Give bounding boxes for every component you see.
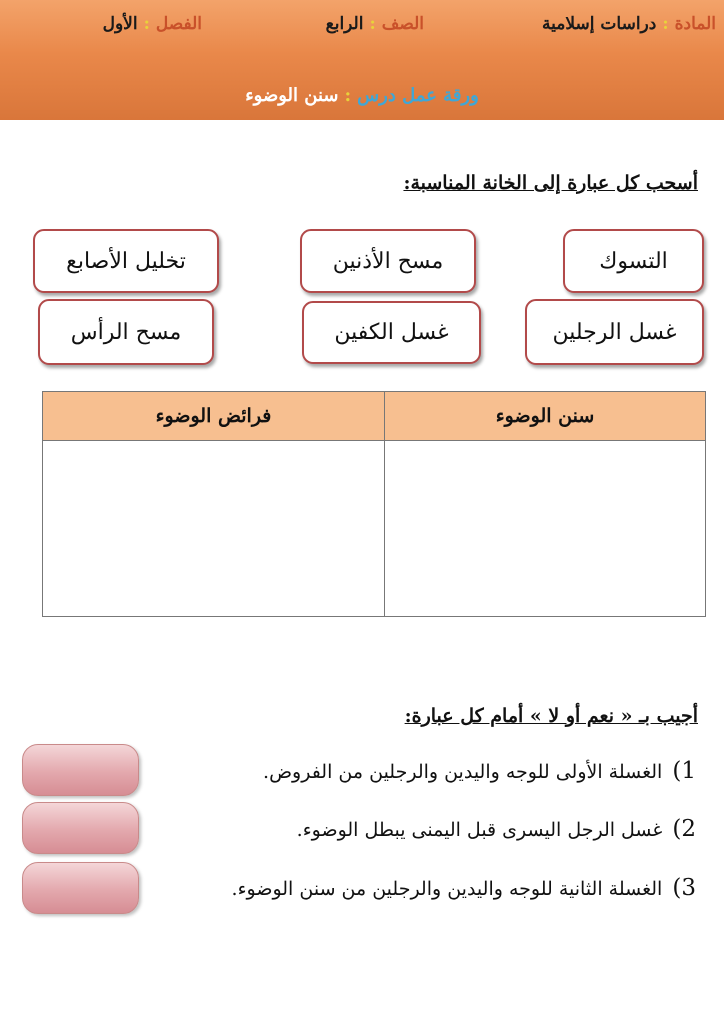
question-2 xyxy=(297,816,696,842)
subject-label: المادة xyxy=(674,14,716,34)
drag-card-ghasl-kaffayn[interactable]: غسل الكفين xyxy=(302,301,481,364)
drag-instruction: أسحب كل عبارة إلى الخانة المناسبة: xyxy=(403,172,698,194)
subject-colon: : xyxy=(662,14,669,34)
answer-box-3[interactable] xyxy=(22,862,139,914)
grade-colon: : xyxy=(369,14,376,34)
sunan-drop-zone[interactable] xyxy=(385,441,706,617)
answer-box-1[interactable] xyxy=(22,744,139,796)
question-3 xyxy=(232,875,696,901)
term-colon: : xyxy=(143,14,150,34)
drag-card-mash-ras[interactable]: مسح الرأس xyxy=(38,299,214,365)
term-label: الفصل xyxy=(155,14,202,34)
drag-card-takhleel-asabi[interactable]: تخليل الأصابع xyxy=(33,229,219,293)
question-1 xyxy=(263,758,696,784)
worksheet-label: ورقة عمل درس xyxy=(357,85,479,106)
faraid-drop-zone[interactable] xyxy=(43,441,385,617)
subject-field xyxy=(542,14,716,34)
grade-label: الصف xyxy=(381,14,424,34)
drag-card-mash-udhunayn[interactable]: مسح الأذنين xyxy=(300,229,476,293)
subject-value: دراسات إسلامية xyxy=(542,14,657,34)
question-3-text: الغسلة الثانية للوجه واليدين والرجلين من سنن الوضوء. xyxy=(231,878,663,900)
term-field xyxy=(103,14,202,34)
grade-value: الرابع xyxy=(325,14,364,34)
worksheet-colon: : xyxy=(344,85,352,106)
sort-table xyxy=(42,391,706,617)
worksheet-title xyxy=(0,85,724,106)
grade-field xyxy=(326,14,424,34)
drag-card-tasawwuk[interactable]: التسوك xyxy=(563,229,704,293)
drag-card-ghasl-rijlayn[interactable]: غسل الرجلين xyxy=(525,299,704,365)
sort-table-header xyxy=(43,392,706,441)
question-1-text: الغسلة الأولى للوجه واليدين والرجلين من الفروض. xyxy=(263,761,663,783)
question-1-number: 1) xyxy=(672,758,696,784)
question-2-text: غسل الرجل اليسرى قبل اليمنى يبطل الوضوء. xyxy=(296,819,663,841)
question-2-number: 2) xyxy=(672,816,696,842)
sunan-column-header: سنن الوضوء xyxy=(385,392,706,441)
answer-box-2[interactable] xyxy=(22,802,139,854)
term-value: الأول xyxy=(102,14,138,34)
faraid-column-header: فرائض الوضوء xyxy=(43,392,385,441)
header-banner xyxy=(0,0,724,120)
yes-no-instruction: أجيب بـ « نعم أو لا » أمام كل عبارة: xyxy=(404,705,698,727)
lesson-title: سنن الوضوء xyxy=(245,85,339,106)
question-3-number: 3) xyxy=(672,875,696,901)
